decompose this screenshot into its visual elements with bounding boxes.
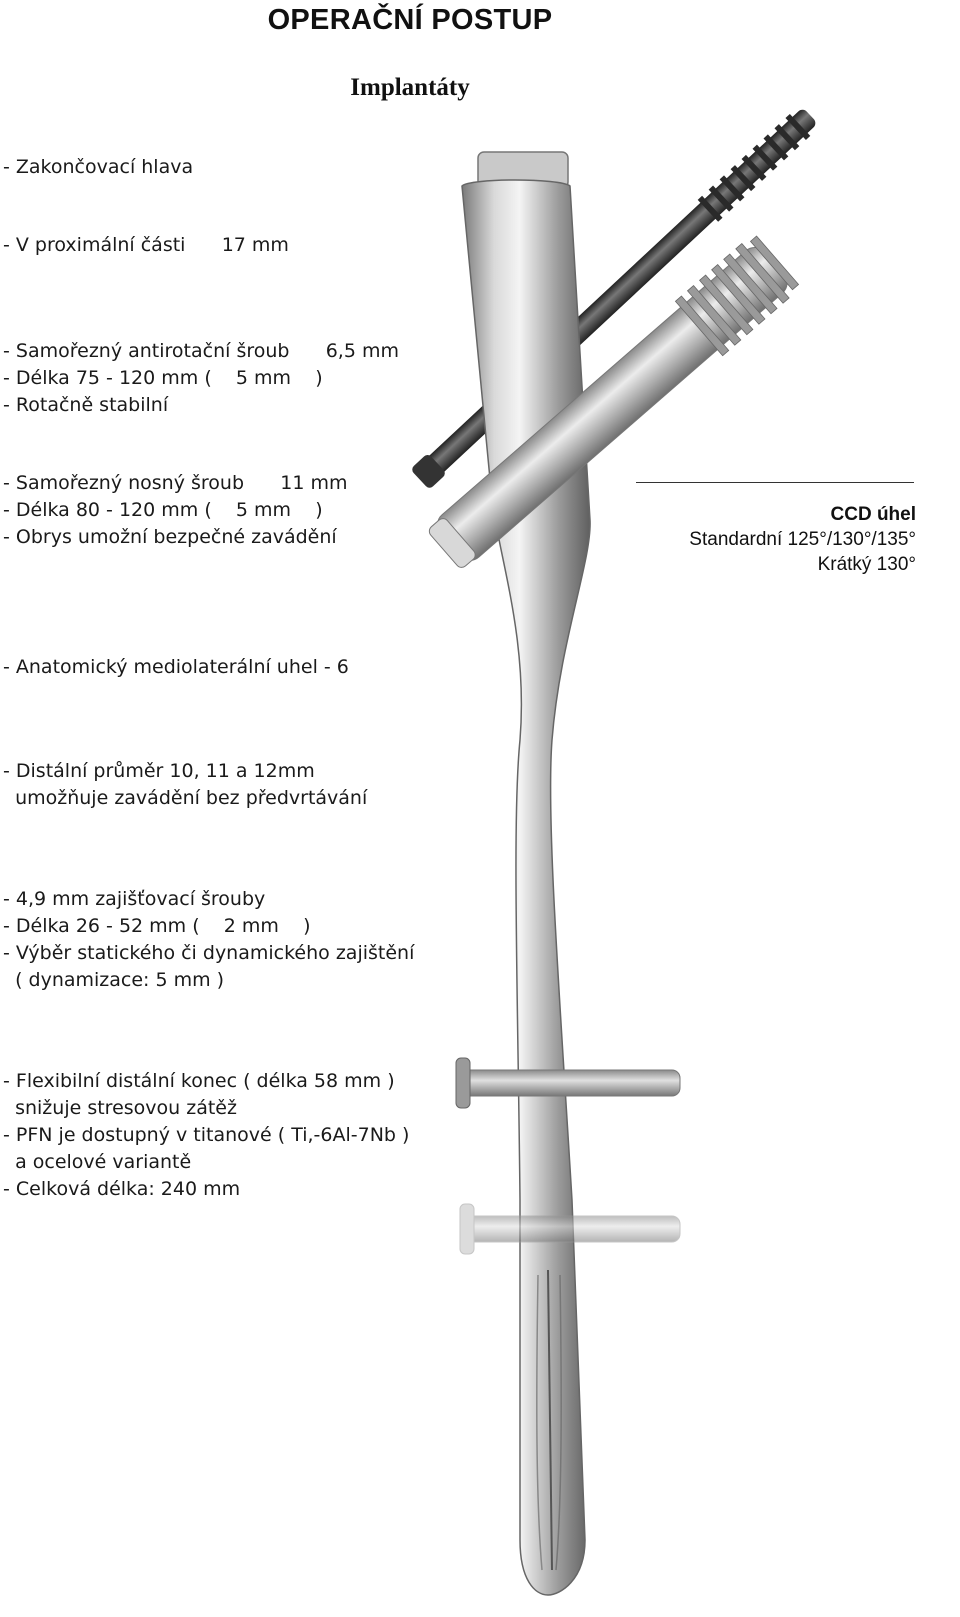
page-title: OPERAČNÍ POSTUP	[267, 4, 553, 36]
feature-antirot-2: - Délka 75 - 120 mm ( 5 mm )	[3, 367, 323, 389]
feature-antirot-3: - Rotačně stabilní	[3, 394, 169, 416]
ccd-divider	[636, 482, 914, 483]
feature-distal-end-2: snižuje stresovou zátěž	[3, 1097, 237, 1119]
feature-neck-3: - Obrys umožní bezpečné zavádění	[3, 526, 337, 548]
feature-locking-2: - Délka 26 - 52 mm ( 2 mm )	[3, 915, 311, 937]
feature-neck-1: - Samořezný nosný šroub 11 mm	[3, 472, 348, 494]
feature-distal-1: - Distální průměr 10, 11 a 12mm	[3, 760, 315, 782]
feature-antirot-1: - Samořezný antirotační šroub 6,5 mm	[3, 340, 399, 362]
feature-locking-1: - 4,9 mm zajišťovací šrouby	[3, 888, 266, 910]
feature-neck-2: - Délka 80 - 120 mm ( 5 mm )	[3, 499, 323, 521]
locking-screw-upper	[456, 1058, 680, 1108]
feature-locking-3: - Výběr statického či dynamického zajištění	[3, 942, 415, 964]
feature-locking-4: ( dynamizace: 5 mm )	[3, 969, 225, 991]
feature-distal-end-4: a ocelové variantě	[3, 1151, 192, 1173]
ccd-standard: Standardní 125°/130°/135°	[689, 529, 916, 550]
feature-proximal: - V proximální části 17 mm	[3, 234, 289, 256]
ccd-title: CCD úhel	[830, 504, 916, 525]
feature-end-cap: - Zakončovací hlava	[3, 156, 194, 178]
nail-body	[462, 152, 590, 1595]
feature-distal-2: umožňuje zavádění bez předvrtávání	[3, 787, 368, 809]
feature-distal-end-5: - Celková délka: 240 mm	[3, 1178, 241, 1200]
feature-distal-end-3: - PFN je dostupný v titanové ( Ti,-6Al-7Nb )	[3, 1124, 410, 1146]
ccd-short: Krátký 130°	[817, 554, 916, 575]
feature-ml-angle: - Anatomický mediolaterální uhel - 6	[3, 656, 349, 678]
page-subtitle: Implantáty	[350, 74, 470, 101]
feature-distal-end-1: - Flexibilní distální konec ( délka 58 mm )	[3, 1070, 395, 1092]
